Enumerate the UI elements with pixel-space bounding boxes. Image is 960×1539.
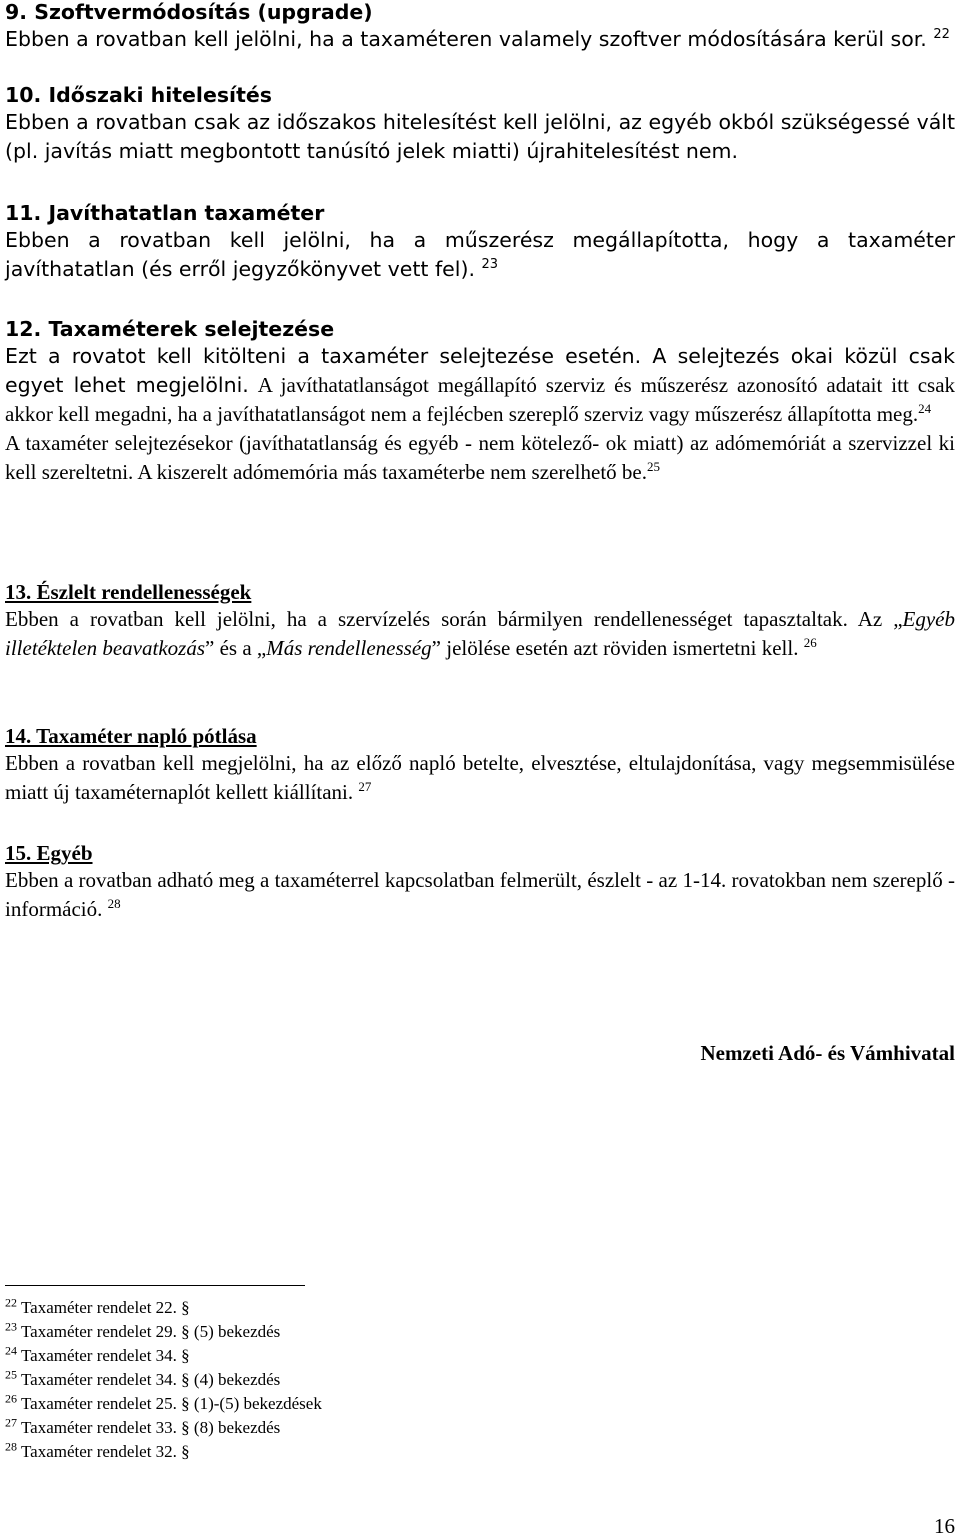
section-body-b: A javíthatatlanságot megállapító szerviz és műszerész azonosító adatait itt csak akkor kell megadni, ha a javíthatatlanságot nem a fejlécben szereplő szerviz vagy műszerész állapította meg. [5,373,956,426]
section-12 [5,317,955,487]
footnote: $^{28}$ Taxaméter rendelet 32. § [5,1439,190,1461]
section-heading: 10. Időszaki hitelesítés [5,83,272,107]
section-text: Ebben a rovatban kell megjelölni, ha az előző napló betelte, elvesztése, eltulajdonítása, vagy megsemmisülése miatt új taxaméternaplót kellett kiállítani. $^{27}$ [5,751,955,804]
section-heading: 9. Szoftvermódosítás (upgrade) [5,0,373,24]
footnote: $^{24}$ Taxaméter rendelet 34. § [5,1343,190,1365]
footnote-divider [5,1285,305,1286]
footnote: $^{23}$ Taxaméter rendelet 29. § (5) bekezdés [5,1319,281,1341]
section-text [5,25,950,54]
footnote-ref: 23 [481,257,499,273]
footnote-ref: 26 [803,635,817,650]
section-10 [5,83,955,166]
section-heading: 11. Javíthatatlan taxaméter [5,201,325,225]
footnote: $^{26}$ Taxaméter rendelet 25. § (1)-(5) bekezdések [5,1391,322,1413]
footnote-ref: 22 [933,27,950,43]
page-number: 16 [934,1514,955,1538]
section-text: Ebben a rovatban kell jelölni, ha a szervízelés során bármilyen rendellenességet tapasztaltak. Az „Egyéb illetéktelen beavatkozás” és a „Más rendellenesség” jelölése esetén azt röviden ismertetni kell. $^{26}$ [5,607,955,660]
footnote-ref: 25 [647,459,660,474]
section-9 [5,0,950,54]
italic-term: Egyéb illetéktelen beavatkozás [5,607,955,660]
footnote: $^{25}$ Taxaméter rendelet 34. § (4) bekezdés [5,1367,281,1389]
section-13 [5,579,955,663]
italic-term: Más rendellenesség [266,636,432,660]
footnote-ref: 28 [107,896,121,911]
section-heading: 14. Taxaméter napló pótlása [5,724,257,748]
section-text [5,342,955,429]
section-text-2 [5,429,955,487]
section-body: Ebben a rovatban kell jelölni, ha a műszerész megállapította, hogy a taxaméter javíthatatlan (és erről jegyzőkönyvet vett fel). [5,228,955,281]
signature: Nemzeti Adó- és Vámhivatal [700,1041,955,1065]
section-heading: 12. Taxaméterek selejtezése [5,317,335,341]
footnote: $^{22}$ Taxaméter rendelet 22. § [5,1295,190,1317]
section-body-a: Ezt a rovatot kell kitölteni a taxaméter selejtezése esetén. A selejtezés okai közül csak egyet lehet megjelölni. [5,344,955,397]
footnote: $^{27}$ Taxaméter rendelet 33. § (8) bekezdés [5,1415,281,1437]
section-text: Ebben a rovatban adható meg a taxaméterrel kapcsolatban felmerült, észlelt - az 1-14. rovatokban nem szereplő - információ. $^{28}$ [5,868,955,921]
section-text [5,226,955,284]
section-11 [5,201,955,284]
section-text: Ebben a rovatban csak az időszakos hitelesítést kell jelölni, az egyéb okból szükségessé vált (pl. javítás miatt megbontott tanúsító jelek miatti) újrahitelesítést nem. [5,110,955,163]
footnote-ref: 27 [358,779,372,794]
section-14 [5,723,955,807]
section-body-c: A taxaméter selejtezésekor (javíthatatlanság és egyéb - nem kötelező- ok miatt) az adómemóriát a szervizzel ki kell szereltetni. A kiszerelt adómemória más taxaméterbe nem szerelhető be. [5,431,955,484]
section-heading: 13. Észlelt rendellenességek [5,580,252,604]
footnotes [5,1296,322,1464]
section-body: Ebben a rovatban kell jelölni, ha a taxaméteren valamely szoftver módosítására kerül sor. [5,27,927,51]
footnote-ref: 24 [918,401,932,416]
section-heading: 15. Egyéb [5,841,93,865]
section-15 [5,840,955,924]
